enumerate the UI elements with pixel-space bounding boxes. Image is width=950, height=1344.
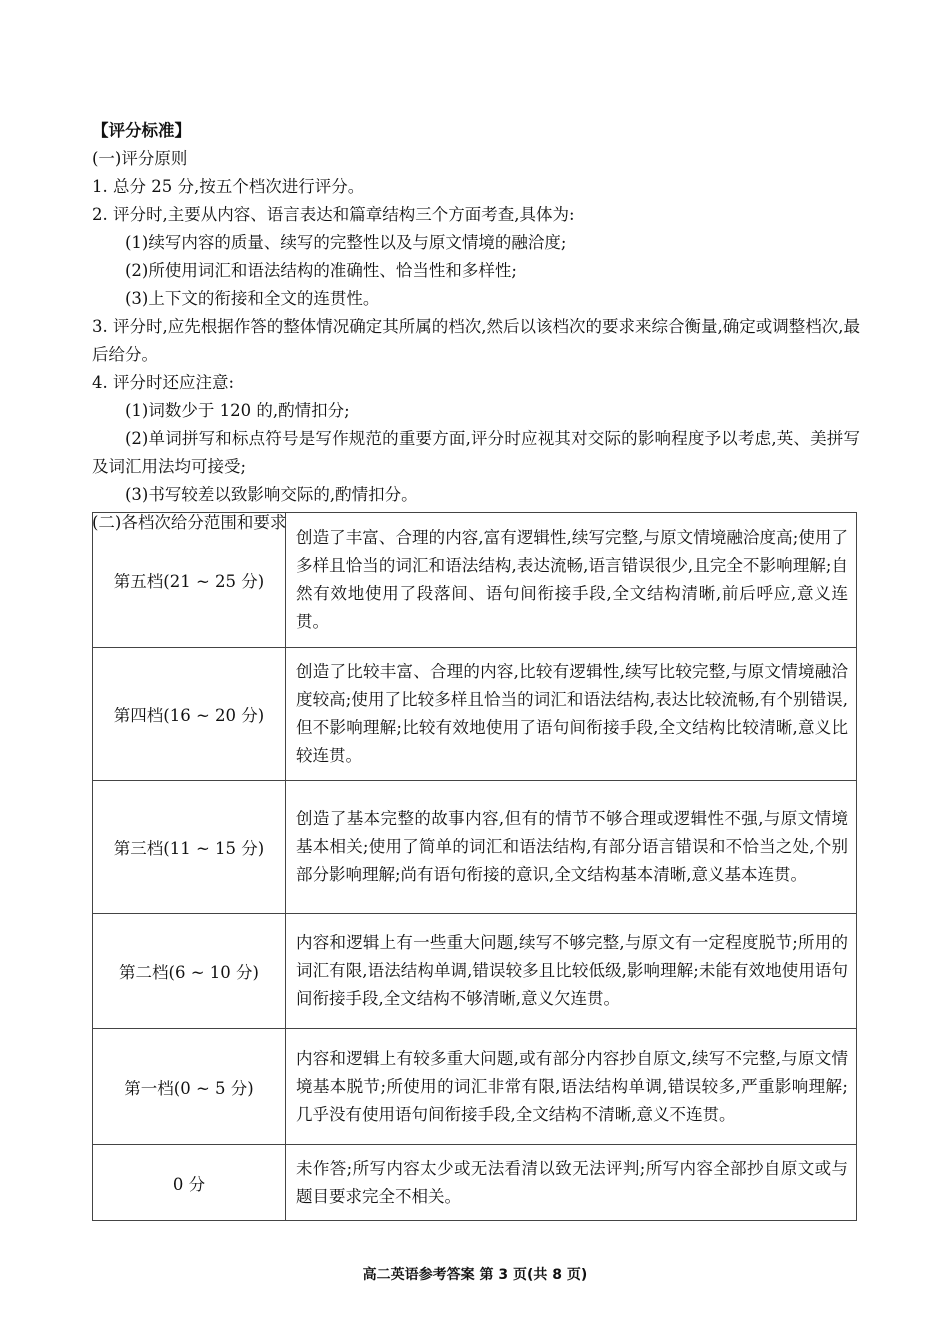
level-requirement-cell: 内容和逻辑上有一些重大问题,续写不够完整,与原文有一定程度脱节;所用的词汇有限,语法结构单调,错误较多且比较低级,影响理解;未能有效地使用语句间衔接手段,全文结构不够清晰,意义欠连贯。: [286, 914, 857, 1029]
level-requirement-cell: 内容和逻辑上有较多重大问题,或有部分内容抄自原文,续写不完整,与原文情境基本脱节;所使用的词汇非常有限,语法结构单调,错误较多,严重影响理解;几乎没有使用语句间衔接手段,全文结构不清晰,意义不连贯。: [286, 1029, 857, 1145]
levels-title: (二)各档次给分范围和要求: [92, 513, 287, 532]
level-requirement-cell: 创造了丰富、合理的内容,富有逻辑性,续写完整,与原文情境融洽度高;使用了多样且恰当的词汇和语法结构,表达流畅,语言错误很少,且完全不影响理解;自然有效地使用了段落间、语句间衔接手段,全文结构清晰,前后呼应,意义连贯。: [286, 513, 857, 648]
principle-4-item: (2)单词拼写和标点符号是写作规范的重要方面,评分时应视其对交际的影响程度予以考虑,英、美拼写及词汇用法均可接受;: [92, 429, 860, 476]
principle-4-item: (1)词数少于 120 的,酌情扣分;: [125, 401, 350, 420]
principle-4: 4. 评分时还应注意:: [92, 373, 235, 392]
table-row: [93, 781, 857, 914]
table-row: [93, 1029, 857, 1145]
level-name-cell: 第一档(0 ~ 5 分): [93, 1029, 286, 1145]
principle-3: 3. 评分时,应先根据作答的整体情况确定其所属的档次,然后以该档次的要求来综合衡量,确定或调整档次,最后给分。: [92, 317, 860, 364]
principles-title: (一)评分原则: [92, 149, 188, 168]
level-name-cell: 第三档(11 ~ 15 分): [93, 781, 286, 914]
table-row: [93, 914, 857, 1029]
table-row: [93, 648, 857, 781]
scoring-criteria-section: [92, 117, 860, 537]
principle-1: 1. 总分 25 分,按五个档次进行评分。: [92, 177, 365, 196]
section-heading: 【评分标准】: [92, 121, 191, 140]
principle-2: 2. 评分时,主要从内容、语言表达和篇章结构三个方面考查,具体为:: [92, 205, 575, 224]
level-name-cell: 第二档(6 ~ 10 分): [93, 914, 286, 1029]
principle-2-item: (1)续写内容的质量、续写的完整性以及与原文情境的融洽度;: [125, 233, 567, 252]
level-requirement-cell: 创造了比较丰富、合理的内容,比较有逻辑性,续写比较完整,与原文情境融洽度较高;使用了比较多样且恰当的词汇和语法结构,表达比较流畅,有个别错误,但不影响理解;比较有效地使用了语句间衔接手段,全文结构比较清晰,意义比较连贯。: [286, 648, 857, 781]
principle-2-item: (2)所使用词汇和语法结构的准确性、恰当性和多样性;: [125, 261, 517, 280]
level-requirement-cell: 未作答;所写内容太少或无法看清以致无法评判;所写内容全部抄自原文或与题目要求完全不相关。: [286, 1145, 857, 1221]
level-name-cell: 第五档(21 ~ 25 分): [93, 513, 286, 648]
page-footer: 高二英语参考答案 第 3 页(共 8 页): [362, 1267, 588, 1283]
principle-4-item: (3)书写较差以致影响交际的,酌情扣分。: [125, 485, 418, 504]
scoring-levels-table: [92, 512, 857, 1221]
level-requirement-cell: 创造了基本完整的故事内容,但有的情节不够合理或逻辑性不强,与原文情境基本相关;使用了简单的词汇和语法结构,有部分语言错误和不恰当之处,个别部分影响理解;尚有语句衔接的意识,全文结构基本清晰,意义基本连贯。: [286, 781, 857, 914]
principle-2-item: (3)上下文的衔接和全文的连贯性。: [125, 289, 380, 308]
table-row: [93, 1145, 857, 1221]
level-name-cell: 第四档(16 ~ 20 分): [93, 648, 286, 781]
level-name-cell: 0 分: [93, 1145, 286, 1221]
table-row: [93, 513, 857, 648]
